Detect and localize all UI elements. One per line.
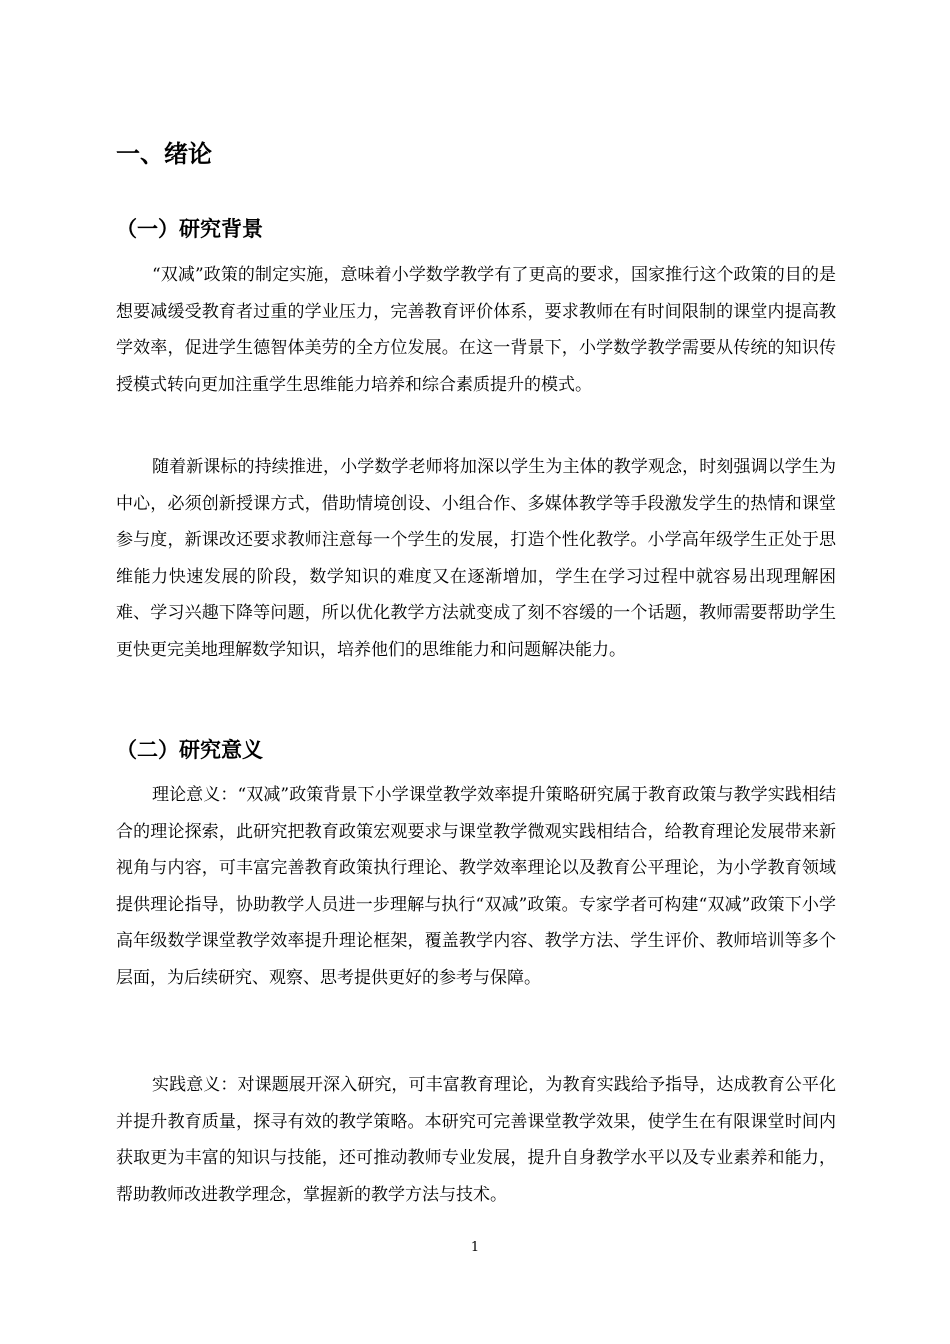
chapter-title: 一、绪论 [116, 140, 212, 168]
paragraph-background-2: 随着新课标的持续推进，小学数学老师将加深以学生为主体的教学观念，时刻强调以学生为中心，必须创新授课方式，借助情境创设、小组合作、多媒体教学等手段激发学生的热情和课堂参与度，新课改还要求教师注意每一个学生的发展，打造个性化教学。小学高年级学生正处于思维能力快速发展的阶段，数学知识的难度又在逐渐增加，学生在学习过程中就容易出现理解困难、学习兴趣下降等问题，所以优化教学方法就变成了刻不容缓的一个话题，教师需要帮助学生更快更完美地理解数学知识，培养他们的思维能力和问题解决能力。 [116, 457, 836, 660]
section-title-significance: （二）研究意义 [116, 738, 263, 762]
section-title-background: （一）研究背景 [116, 217, 263, 241]
paragraph-theoretical-significance: 理论意义：“双减”政策背景下小学课堂教学效率提升策略研究属于教育政策与教学实践相结合的理论探索，此研究把教育政策宏观要求与课堂教学微观实践相结合，给教育理论发展带来新视角与内容，可丰富完善教育政策执行理论、教学效率理论以及教育公平理论，为小学教育领域提供理论指导，协助教学人员进一步理解与执行“双减”政策。专家学者可构建“双减”政策下小学高年级数学课堂教学效率提升理论框架，覆盖教学内容、教学方法、学生评价、教师培训等多个层面，为后续研究、观察、思考提供更好的参考与保障。 [116, 785, 836, 988]
paragraph-background-1: “双减”政策的制定实施，意味着小学数学教学有了更高的要求，国家推行这个政策的目的是想要减缓受教育者过重的学业压力，完善教育评价体系，要求教师在有时间限制的课堂内提高教学效率，促进学生德智体美劳的全方位发展。在这一背景下，小学数学教学需要从传统的知识传授模式转向更加注重学生思维能力培养和综合素质提升的模式。 [116, 265, 836, 395]
page-number: 1 [470, 1240, 480, 1255]
paragraph-practical-significance: 实践意义：对课题展开深入研究，可丰富教育理论，为教育实践给予指导，达成教育公平化并提升教育质量，探寻有效的教学策略。本研究可完善课堂教学效果，使学生在有限课堂时间内获取更为丰富的知识与技能，还可推动教师专业发展，提升自身教学水平以及专业素养和能力，帮助教师改进教学理念，掌握新的教学方法与技术。 [116, 1075, 836, 1205]
